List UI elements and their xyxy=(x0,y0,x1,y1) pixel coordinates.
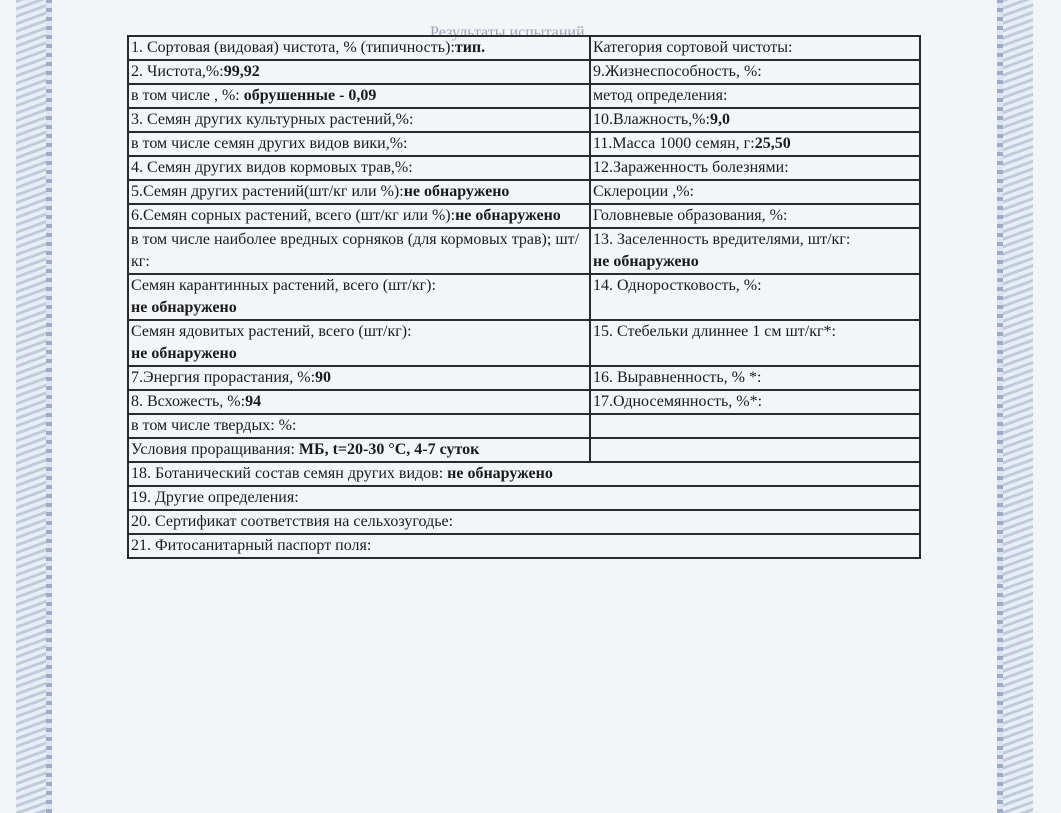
table-row xyxy=(128,366,920,390)
table-row xyxy=(128,60,920,84)
cell-right xyxy=(590,60,920,84)
cell-value: обрушенные - 0,09 xyxy=(243,87,377,104)
cell-value: не обнаружено xyxy=(403,183,510,200)
cell-label: в том числе наиболее вредных сорняков (для кормовых трав); шт/кг: xyxy=(131,231,580,270)
cell-right xyxy=(590,204,920,228)
cell-label: метод определения: xyxy=(593,87,728,104)
cell-right xyxy=(590,108,920,132)
cell-label: 16. Выравненность, % *: xyxy=(593,369,762,386)
cell-value: 25,50 xyxy=(754,135,791,152)
cell-label: 4. Семян других видов кормовых трав,%: xyxy=(131,159,413,176)
cell-value: не обнаружено xyxy=(455,207,561,224)
cell-label: 12.Зараженность болезнями: xyxy=(593,159,789,176)
results-table xyxy=(127,35,921,559)
cell-value: 94 xyxy=(245,393,262,410)
cell-left xyxy=(128,390,590,414)
cell-full xyxy=(128,462,920,486)
table-row-full xyxy=(128,486,920,510)
cell-left xyxy=(128,84,590,108)
table-row xyxy=(128,320,920,366)
cell-label: 20. Сертификат соответствия на сельхозугодье: xyxy=(131,513,454,530)
table-row xyxy=(128,132,920,156)
cell-left xyxy=(128,414,590,438)
cell-left xyxy=(128,132,590,156)
cell-value: тип. xyxy=(454,39,486,56)
cell-left xyxy=(128,180,590,204)
cell-label: Категория сортовой чистоты: xyxy=(593,39,793,56)
cell-label: Семян ядовитых растений, всего (шт/кг): xyxy=(131,323,412,340)
cell-label: 3. Семян других культурных растений,%: xyxy=(131,111,414,128)
table-row xyxy=(128,390,920,414)
cell-value: не обнаружено xyxy=(593,253,699,270)
cell-full xyxy=(128,510,920,534)
cell-value: не обнаружено xyxy=(447,465,553,482)
cell-left xyxy=(128,274,590,320)
cell-label: Семян карантинных растений, всего (шт/кг): xyxy=(131,277,436,294)
cell-left xyxy=(128,156,590,180)
cell-left xyxy=(128,60,590,84)
cell-label: 7.Энергия прорастания, %: xyxy=(131,369,316,386)
cell-right xyxy=(590,438,920,462)
cell-label: 8. Всхожесть, %: xyxy=(131,393,246,410)
table-row xyxy=(128,228,920,274)
cell-label: 5.Семян других растений(шт/кг или %): xyxy=(131,183,404,200)
table-row-full xyxy=(128,534,920,558)
table-row-full xyxy=(128,510,920,534)
cell-label: 6.Семян сорных растений, всего (шт/кг или %): xyxy=(131,207,456,224)
decorative-border-right xyxy=(1001,0,1033,813)
cell-right xyxy=(590,132,920,156)
cell-label: 9.Жизнеспособность, %: xyxy=(593,63,762,80)
table-row xyxy=(128,180,920,204)
table-row xyxy=(128,414,920,438)
cell-right xyxy=(590,180,920,204)
cell-label: Склероции ,%: xyxy=(593,183,694,200)
cell-left xyxy=(128,438,590,462)
cell-label: в том числе , %: xyxy=(131,87,244,104)
cell-right xyxy=(590,84,920,108)
cell-label: 19. Другие определения: xyxy=(131,489,299,506)
cell-right xyxy=(590,228,920,274)
cell-right xyxy=(590,36,920,60)
cell-left xyxy=(128,204,590,228)
table-row xyxy=(128,36,920,60)
cell-label: 1. Сортовая (видовая) чистота, % (типичность): xyxy=(131,39,455,56)
cell-left xyxy=(128,108,590,132)
cell-label: 13. Заселенность вредителями, шт/кг: xyxy=(593,231,851,248)
decorative-border-left xyxy=(16,0,48,813)
cell-value: 99,92 xyxy=(223,63,260,80)
cell-value: не обнаружено xyxy=(131,345,237,362)
cell-label: 10.Влажность,%: xyxy=(593,111,710,128)
cell-right xyxy=(590,414,920,438)
cell-label: 21. Фитосанитарный паспорт поля: xyxy=(131,537,372,554)
cell-label: в том числе твердых: %: xyxy=(131,417,297,434)
cell-value: МБ, t=20-30 °С, 4-7 суток xyxy=(298,441,480,458)
table-row xyxy=(128,84,920,108)
cell-left xyxy=(128,320,590,366)
cell-left xyxy=(128,36,590,60)
cell-right xyxy=(590,390,920,414)
cell-label: Головневые образования, %: xyxy=(593,207,788,224)
cell-label: 11.Масса 1000 семян, г: xyxy=(593,135,755,152)
cell-label: 17.Односемянность, %*: xyxy=(593,393,763,410)
cell-label: 15. Стебельки длиннее 1 см шт/кг*: xyxy=(593,323,836,340)
cell-label: 2. Чистота,%: xyxy=(131,63,224,80)
cell-right xyxy=(590,274,920,320)
table-row xyxy=(128,274,920,320)
table-row xyxy=(128,156,920,180)
cell-right xyxy=(590,156,920,180)
table-row xyxy=(128,108,920,132)
cell-value: 90 xyxy=(315,369,332,386)
cell-full xyxy=(128,486,920,510)
cell-value: 9,0 xyxy=(709,111,730,128)
table-row xyxy=(128,204,920,228)
cell-right xyxy=(590,320,920,366)
cell-label: 14. Одноростковость, %: xyxy=(593,277,762,294)
cell-left xyxy=(128,228,590,274)
cell-label: Условия проращивания: xyxy=(131,441,299,458)
cell-left xyxy=(128,366,590,390)
section-title: Результаты испытаний xyxy=(430,24,585,41)
cell-right xyxy=(590,366,920,390)
cell-label: 18. Ботанический состав семян других видов: xyxy=(131,465,448,482)
cell-value: не обнаружено xyxy=(131,299,237,316)
cell-full xyxy=(128,534,920,558)
cell-label: в том числе семян других видов вики,%: xyxy=(131,135,408,152)
table-row xyxy=(128,438,920,462)
table-row-full xyxy=(128,462,920,486)
